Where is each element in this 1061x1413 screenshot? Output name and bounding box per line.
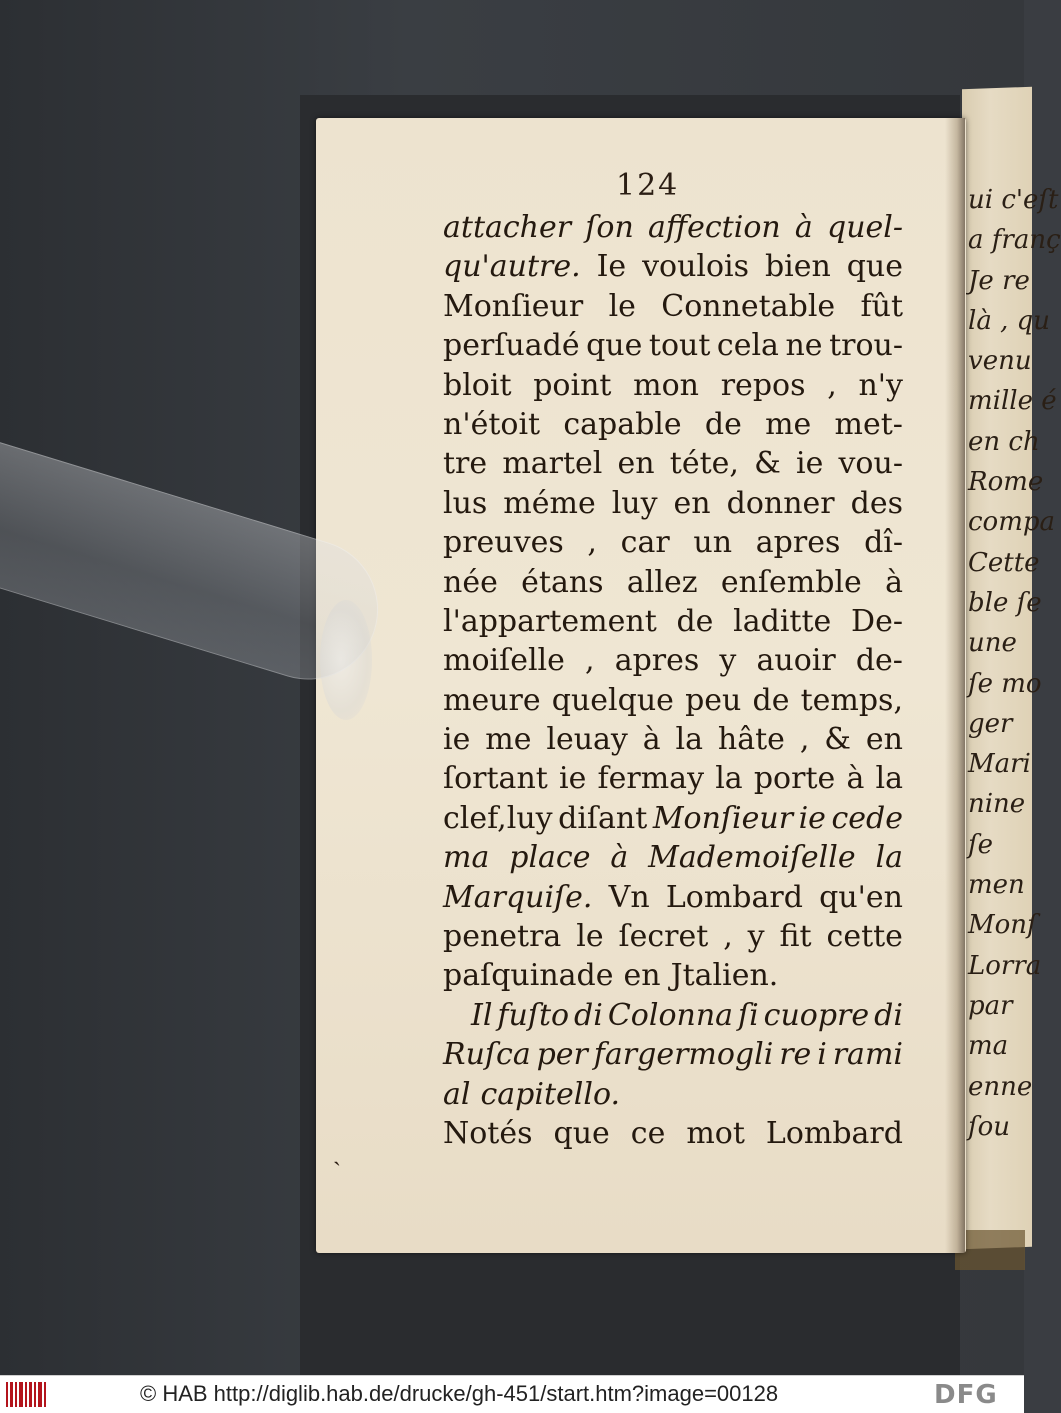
word: perſuadé xyxy=(443,328,580,364)
next-page-fragment: Mari xyxy=(968,749,1031,780)
word: ce xyxy=(630,1115,666,1151)
next-page-fragment: ger xyxy=(968,708,1013,739)
word: preuves xyxy=(443,525,564,561)
bottom-mark: ˴ xyxy=(333,1146,341,1174)
word: met- xyxy=(834,406,903,442)
word: re xyxy=(779,1037,812,1073)
word: Monſieur xyxy=(443,288,584,324)
next-page-fragment: ui c'eſt xyxy=(968,185,1059,215)
word: clef,luy xyxy=(443,800,553,836)
word: cede xyxy=(831,800,903,836)
word: de xyxy=(704,406,742,442)
next-page-fragment: nine xyxy=(968,789,1026,820)
word: place xyxy=(509,840,591,876)
next-page-fragment: ma xyxy=(968,1031,1009,1062)
word: tout xyxy=(648,328,711,364)
word: meure xyxy=(443,682,541,718)
word: moiſelle xyxy=(443,643,565,679)
text-line xyxy=(443,838,903,877)
word: Connetable xyxy=(661,288,836,324)
word: apres xyxy=(614,643,700,679)
text-line xyxy=(443,1035,903,1074)
word: penetra xyxy=(443,919,562,955)
word: bloit xyxy=(443,367,512,403)
next-page-fragment: ſou xyxy=(968,1111,1011,1142)
word: y xyxy=(719,643,737,679)
text-line xyxy=(443,878,903,917)
word: ie xyxy=(443,722,471,758)
word: , xyxy=(587,525,597,561)
word: rami xyxy=(832,1037,903,1073)
word: un xyxy=(693,525,733,561)
word: ſortant xyxy=(443,761,548,797)
text-line xyxy=(443,405,903,444)
text-line xyxy=(443,759,903,798)
word: qu'autre. xyxy=(443,249,581,285)
word: née xyxy=(443,564,498,600)
word: de xyxy=(752,682,790,718)
word: fuſto xyxy=(497,997,570,1033)
text-line xyxy=(443,956,903,995)
word: fût xyxy=(860,288,903,324)
word: de xyxy=(676,603,714,639)
word: à xyxy=(885,564,903,600)
word: point xyxy=(533,367,612,403)
next-page-fragment: venu xyxy=(968,346,1032,377)
word: bien xyxy=(764,249,831,285)
word: trou- xyxy=(829,328,903,364)
next-page-fragment: par xyxy=(968,990,1013,1021)
word: en xyxy=(673,485,711,521)
word: ne xyxy=(785,328,823,364)
next-page-fragment: Monſ xyxy=(968,910,1037,941)
word: & xyxy=(754,446,781,482)
word: Marquiſe. xyxy=(443,879,593,915)
text-line xyxy=(443,641,903,680)
word: le xyxy=(576,919,604,955)
word: à xyxy=(642,722,661,758)
word: al xyxy=(443,1076,471,1112)
word: de- xyxy=(855,643,903,679)
word: en xyxy=(617,446,655,482)
word: Lombard xyxy=(765,1115,903,1151)
word: la xyxy=(875,840,903,876)
word: fit xyxy=(779,919,812,955)
word: vou- xyxy=(838,446,903,482)
word: hâte xyxy=(717,722,785,758)
next-page-fragment: Cette xyxy=(968,547,1040,578)
word: cela xyxy=(716,328,779,364)
word: Ie xyxy=(596,249,627,285)
word: méme xyxy=(503,485,596,521)
word: tre xyxy=(443,446,488,482)
word: apres xyxy=(755,525,841,561)
copyright-link[interactable]: © HAB http://diglib.hab.de/drucke/gh-451/start.htm?image=00128 xyxy=(140,1381,779,1406)
word: , xyxy=(585,643,595,679)
text-line xyxy=(443,799,903,838)
text-line xyxy=(443,996,903,1035)
word: porte xyxy=(753,761,836,797)
word: étans xyxy=(521,564,604,600)
word: Mademoiſelle xyxy=(648,840,856,876)
next-page-fragment: Rome xyxy=(968,467,1044,498)
next-page-text xyxy=(968,180,1061,1147)
next-page-fragment: ſe mo xyxy=(968,668,1042,699)
word: ſi xyxy=(738,997,759,1033)
word: mon xyxy=(633,367,700,403)
word: leuay xyxy=(546,722,628,758)
word: ſecret xyxy=(618,919,709,955)
word: qu'en xyxy=(819,879,903,915)
text-line xyxy=(443,287,903,326)
word: dî- xyxy=(864,525,903,561)
word: enſemble xyxy=(720,564,862,600)
word: Notés xyxy=(443,1115,533,1151)
word: repos xyxy=(720,367,806,403)
word: cette xyxy=(826,919,903,955)
text-line xyxy=(443,484,903,523)
word: luy xyxy=(611,485,658,521)
word: di xyxy=(874,997,903,1033)
word: diſant xyxy=(558,800,648,836)
word: car xyxy=(620,525,670,561)
word: ie xyxy=(795,446,824,482)
text-line xyxy=(443,247,903,286)
word: que xyxy=(586,328,643,364)
word: mot xyxy=(686,1115,745,1151)
word: paſquinade xyxy=(443,958,614,994)
word: ma xyxy=(443,840,490,876)
word: la xyxy=(715,761,743,797)
word: fermay xyxy=(597,761,705,797)
next-page-fragment: une xyxy=(968,628,1017,659)
dfg-logo[interactable]: DFG xyxy=(934,1380,998,1410)
next-page-fragment: mille é xyxy=(968,386,1057,417)
text-line xyxy=(443,444,903,483)
word: per xyxy=(536,1037,588,1073)
next-page-fragment: compa xyxy=(968,507,1056,538)
word: lus xyxy=(443,485,488,521)
word: peu xyxy=(685,682,742,718)
word: y xyxy=(747,919,765,955)
word: à xyxy=(794,210,813,245)
text-line xyxy=(443,720,903,759)
word: fargermogli xyxy=(593,1037,774,1073)
text-line xyxy=(443,1075,903,1114)
text-line xyxy=(443,917,903,956)
next-page-fragment: Lorra xyxy=(968,950,1042,981)
text-line xyxy=(443,563,903,602)
hab-logo-icon[interactable] xyxy=(6,1382,48,1407)
word: en xyxy=(865,722,903,758)
word: quel- xyxy=(826,210,903,245)
word: & xyxy=(824,722,851,758)
word: l'appartement xyxy=(443,603,657,639)
word: donner xyxy=(726,485,835,521)
word: Monſieur xyxy=(652,800,794,836)
text-line xyxy=(443,326,903,365)
word: le xyxy=(608,288,636,324)
word: Ruſca xyxy=(443,1037,531,1073)
word: à xyxy=(846,761,865,797)
text-line xyxy=(443,1114,903,1153)
word: martel xyxy=(502,446,603,482)
word: attacher xyxy=(443,210,572,245)
word: i xyxy=(817,1037,827,1073)
word: capitello. xyxy=(480,1076,621,1112)
word: Jtalien. xyxy=(670,958,779,994)
word: me xyxy=(765,406,812,442)
word: cuopre xyxy=(763,997,870,1033)
text-line xyxy=(443,681,903,720)
word: téte, xyxy=(669,446,739,482)
word: Il xyxy=(471,997,493,1033)
word: la xyxy=(875,761,903,797)
text-line xyxy=(443,366,903,405)
word: auoir xyxy=(756,643,836,679)
word: , xyxy=(723,919,733,955)
next-page-fragment: Je re xyxy=(968,265,1030,296)
word: des xyxy=(850,485,903,521)
page-holder-tip xyxy=(320,600,372,720)
text-line xyxy=(443,602,903,641)
next-page-fragment: ble ſe xyxy=(968,587,1042,618)
word: Lombard xyxy=(665,879,803,915)
word: temps, xyxy=(800,682,903,718)
word: , xyxy=(827,367,837,403)
word: en xyxy=(623,958,661,994)
word: Colonna xyxy=(607,997,734,1033)
word: ſon xyxy=(585,210,634,245)
word: à xyxy=(610,840,629,876)
word: De- xyxy=(851,603,903,639)
page-text xyxy=(443,208,903,1153)
word: ie xyxy=(559,761,587,797)
word: capable xyxy=(563,406,682,442)
word: que xyxy=(553,1115,610,1151)
next-page-fragment: en ch xyxy=(968,426,1040,457)
next-page-fragment: men xyxy=(968,870,1025,901)
word: di xyxy=(574,997,603,1033)
next-page-fragment: a franç xyxy=(968,225,1061,256)
page-number: 124 xyxy=(616,168,680,203)
word: laditte xyxy=(733,603,832,639)
word: n'étoit xyxy=(443,406,541,442)
next-page-fragment: ſe xyxy=(968,829,994,860)
page-gutter xyxy=(945,118,965,1253)
text-line xyxy=(443,523,903,562)
word: , xyxy=(799,722,810,758)
next-page-fragment: là , qu xyxy=(968,305,1050,336)
word: ie xyxy=(798,800,826,836)
next-page-fragment: enne xyxy=(968,1071,1033,1102)
word: allez xyxy=(626,564,698,600)
word: la xyxy=(675,722,704,758)
text-line xyxy=(443,208,903,247)
word: voulois xyxy=(642,249,750,285)
word: affection xyxy=(647,210,781,245)
word: Vn xyxy=(608,879,650,915)
word: me xyxy=(485,722,532,758)
word: n'y xyxy=(858,367,903,403)
word: quelque xyxy=(551,682,674,718)
footer-bar xyxy=(0,1375,1024,1413)
word: que xyxy=(846,249,903,285)
